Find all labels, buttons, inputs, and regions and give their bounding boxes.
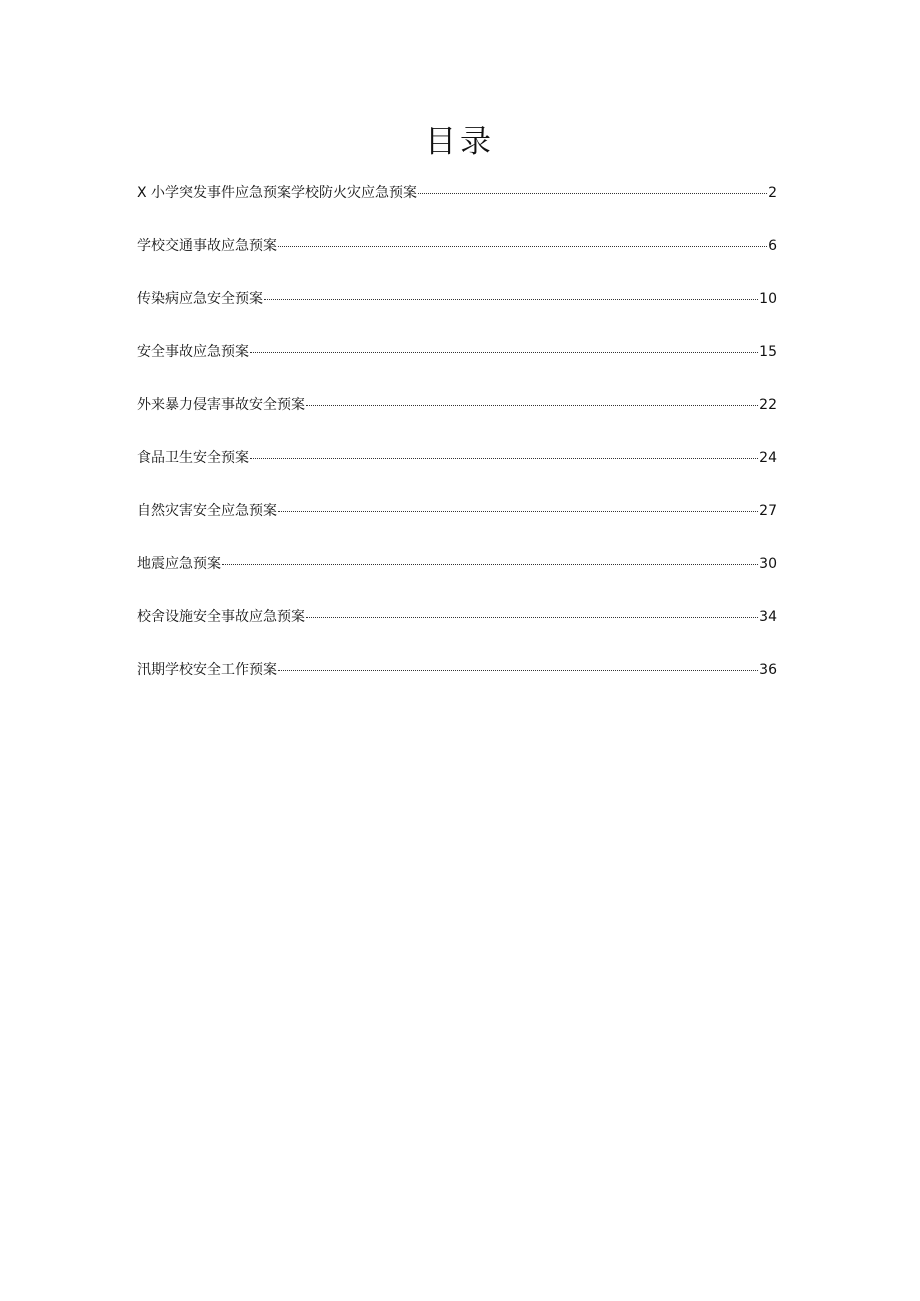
toc-entry-label: 地震应急预案 — [137, 556, 221, 572]
toc-dot-leader — [222, 563, 758, 565]
toc-title: 目录 — [425, 124, 495, 160]
toc-entry[interactable] — [137, 183, 777, 236]
toc-entry-label: 汛期学校安全工作预案 — [137, 662, 277, 678]
toc-entry-page: 34 — [759, 609, 777, 625]
toc-entry-label: 学校交通事故应急预案 — [137, 238, 277, 254]
toc-dot-leader — [278, 669, 758, 671]
toc-dot-leader — [306, 404, 758, 406]
toc-entry[interactable] — [137, 501, 777, 554]
toc-entry-label: 外来暴力侵害事故安全预案 — [137, 397, 305, 413]
toc-entry-page: 27 — [759, 503, 777, 519]
toc-dot-leader — [250, 351, 758, 353]
toc-entry-label: 安全事故应急预案 — [137, 344, 249, 360]
toc-dot-leader — [264, 298, 758, 300]
toc-entry[interactable] — [137, 448, 777, 501]
toc-entry-page: 22 — [759, 397, 777, 413]
toc-entry[interactable] — [137, 395, 777, 448]
toc-entry-page: 36 — [759, 662, 777, 678]
toc-dot-leader — [278, 510, 758, 512]
toc-list — [137, 183, 777, 713]
toc-entry-page: 24 — [759, 450, 777, 466]
toc-entry-page: 15 — [759, 344, 777, 360]
toc-dot-leader — [418, 192, 767, 194]
toc-entry[interactable] — [137, 289, 777, 342]
toc-entry-page: 6 — [768, 238, 777, 254]
toc-entry-page: 2 — [768, 185, 777, 201]
toc-entry[interactable] — [137, 660, 777, 713]
toc-entry[interactable] — [137, 236, 777, 289]
toc-entry-page: 30 — [759, 556, 777, 572]
toc-entry-label: 校舍设施安全事故应急预案 — [137, 609, 305, 625]
toc-dot-leader — [278, 245, 767, 247]
toc-entry[interactable] — [137, 607, 777, 660]
toc-entry-label: 传染病应急安全预案 — [137, 291, 263, 307]
toc-entry[interactable] — [137, 554, 777, 607]
toc-dot-leader — [250, 457, 758, 459]
toc-entry[interactable] — [137, 342, 777, 395]
toc-entry-page: 10 — [759, 291, 777, 307]
toc-entry-label: 食品卫生安全预案 — [137, 450, 249, 466]
toc-dot-leader — [306, 616, 758, 618]
toc-entry-label: X 小学突发事件应急预案学校防火灾应急预案 — [137, 185, 418, 201]
toc-entry-label: 自然灾害安全应急预案 — [137, 503, 277, 519]
